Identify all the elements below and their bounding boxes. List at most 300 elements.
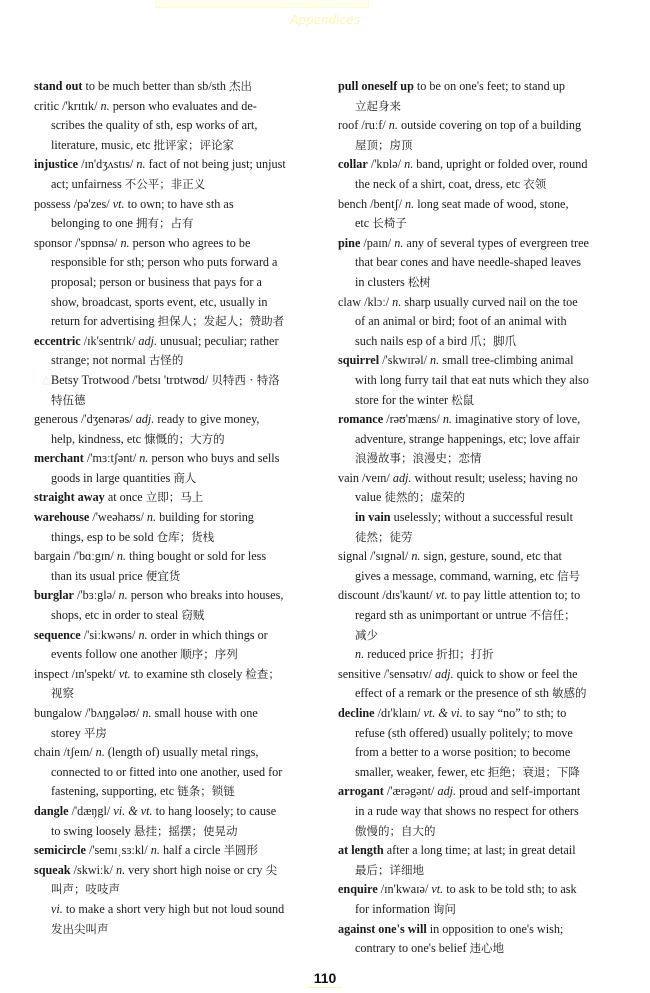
phonetic: /klɔː/ xyxy=(361,294,393,309)
definition: long seat made of wood, stone, xyxy=(414,196,569,211)
dictionary-entry xyxy=(338,351,638,410)
chinese-translation: 最后；详细地 xyxy=(355,862,424,877)
definition: in clusters xyxy=(355,274,408,289)
definition: (length of) usually metal rings, xyxy=(104,745,259,760)
chinese-translation: 松鼠 xyxy=(451,392,475,407)
definition: without result; useless; having no xyxy=(411,470,578,485)
headword: burglar xyxy=(34,588,74,603)
entry-line xyxy=(338,802,638,822)
headword: straight away xyxy=(34,490,105,505)
chinese-translation: 敏感的 xyxy=(552,686,587,701)
definition: storey xyxy=(51,725,84,740)
definition: return for advertising xyxy=(51,314,158,329)
part-of-speech: n. xyxy=(118,588,128,603)
entry-line xyxy=(338,567,638,587)
entry-line xyxy=(338,782,638,802)
dictionary-entry xyxy=(338,547,638,586)
entry-line xyxy=(34,351,334,371)
part-of-speech: n. xyxy=(146,510,157,525)
part-of-speech: adj. xyxy=(434,666,454,681)
dictionary-entry xyxy=(338,77,638,116)
headword: decline xyxy=(338,706,375,720)
entry-line xyxy=(338,822,638,842)
definition: quick to show or feel the xyxy=(453,666,578,681)
chinese-translation: 顺序；序列 xyxy=(180,647,238,662)
entry-line xyxy=(338,371,638,391)
part-of-speech: adj. xyxy=(138,333,158,348)
definition: person who agrees to be xyxy=(129,235,251,250)
headword: critic xyxy=(34,98,60,113)
definition: to be much better than sb/sth xyxy=(82,79,229,93)
entry-line xyxy=(34,488,334,508)
phonetic: /'skwɪrəl/ xyxy=(379,353,431,368)
dictionary-entry xyxy=(338,195,638,234)
phonetic: /'weəhaʊs/ xyxy=(89,510,147,525)
chinese-translation: 慷慨的；大方的 xyxy=(144,431,225,446)
entry-line xyxy=(34,371,334,391)
entry-line xyxy=(338,920,638,940)
entry-line xyxy=(338,391,638,411)
entry-line xyxy=(34,567,334,587)
part-of-speech: n. xyxy=(442,412,452,427)
page-number: 110 xyxy=(313,970,337,986)
definition: things, esp to be sold xyxy=(51,529,157,544)
dictionary-entry xyxy=(34,547,334,586)
phonetic: /'sɪgnəl/ xyxy=(367,549,412,564)
definition: strange; not normal xyxy=(51,353,149,368)
part-of-speech: n. xyxy=(120,235,130,250)
headword: romance xyxy=(338,412,384,427)
dictionary-entry xyxy=(338,704,638,782)
entry-line xyxy=(34,763,334,783)
entry-line xyxy=(34,293,334,313)
phonetic: /'spɒnsə/ xyxy=(71,235,121,250)
entry-line xyxy=(34,195,334,215)
entry-line xyxy=(338,684,638,704)
part-of-speech: n. xyxy=(116,549,126,564)
entry-line xyxy=(338,724,638,744)
dictionary-entry xyxy=(338,880,638,919)
chinese-translation: 拥有；占有 xyxy=(135,216,194,231)
headword: chain xyxy=(34,745,61,760)
entry-line xyxy=(338,606,638,626)
entry-line xyxy=(34,214,334,234)
definition: help, kindness, etc xyxy=(51,431,145,446)
definition: of an animal or bird; foot of an animal with xyxy=(355,314,567,329)
phonetic: /ruːf/ xyxy=(358,118,389,133)
headword: semicircle xyxy=(34,843,86,858)
dictionary-entry xyxy=(34,626,334,665)
definition: goods in large quantities xyxy=(51,470,174,485)
entry-line xyxy=(338,645,638,665)
chinese-translation: 商人 xyxy=(173,470,197,485)
definition: to say “no” to sth; to xyxy=(462,706,567,720)
dictionary-entry xyxy=(34,488,334,508)
chinese-translation: 链条；锁链 xyxy=(177,784,235,799)
definition: act; unfairness xyxy=(51,176,125,191)
dictionary-entry xyxy=(34,704,334,743)
entry-line xyxy=(34,802,334,822)
phonetic: /'krɪtɪk/ xyxy=(59,98,101,113)
chinese-translation: 询问 xyxy=(432,901,456,916)
part-of-speech: n. xyxy=(430,353,440,368)
header-decoration xyxy=(155,0,369,8)
right-column xyxy=(338,77,638,959)
chinese-translation: 拒绝；衰退；下降 xyxy=(487,764,580,779)
entry-line xyxy=(338,763,638,783)
dictionary-entry xyxy=(338,782,638,841)
chinese-translation: 长椅子 xyxy=(372,216,407,231)
headword: generous xyxy=(34,412,78,427)
definition: fastening, supporting, etc xyxy=(51,784,178,799)
chinese-translation: 尖 xyxy=(265,862,278,877)
definition: sign, gesture, sound, etc that xyxy=(420,549,562,564)
part-of-speech: n. xyxy=(405,196,415,211)
entry-line xyxy=(338,410,638,430)
entry-line xyxy=(338,253,638,273)
entry-line xyxy=(34,116,334,136)
chinese-translation: 平房 xyxy=(83,725,107,740)
headword: eccentric xyxy=(34,333,81,348)
definition: belonging to one xyxy=(51,216,136,231)
definition: to make a short very high but not loud sound xyxy=(62,901,285,916)
entry-line xyxy=(338,743,638,763)
entry-line xyxy=(34,273,334,293)
definition: ready to give money, xyxy=(154,412,260,427)
dictionary-entry xyxy=(34,586,334,625)
entry-line xyxy=(338,939,638,959)
section-title: Appendices xyxy=(290,13,360,27)
entry-line xyxy=(34,528,334,548)
entry-line xyxy=(338,312,638,332)
dictionary-entry xyxy=(34,332,334,410)
headword: sequence xyxy=(34,627,81,642)
dictionary-entry xyxy=(34,195,334,234)
definition: person who buys and sells xyxy=(148,451,280,466)
triangle-marker-icon: △ xyxy=(42,373,51,386)
headword: dangle xyxy=(34,803,69,818)
entry-line xyxy=(34,430,334,450)
definition: store for the winter xyxy=(355,392,452,407)
headword: inspect xyxy=(34,666,69,681)
chinese-translation: 松树 xyxy=(407,274,431,289)
entry-line xyxy=(34,880,334,900)
definition: at once xyxy=(104,490,146,505)
headword: stand out xyxy=(34,79,83,93)
phonetic: /'semɪˌsɜːkl/ xyxy=(85,843,151,858)
chinese-translation: 窃贼 xyxy=(181,608,205,623)
entry-line xyxy=(34,332,334,352)
part-of-speech: n. xyxy=(411,549,421,564)
headword: against one's will xyxy=(338,921,427,936)
headword: warehouse xyxy=(34,510,90,525)
dictionary-entry xyxy=(338,234,638,293)
entry-line xyxy=(338,861,638,881)
entry-line xyxy=(338,273,638,293)
entry-line xyxy=(34,253,334,273)
phonetic: /'dʒenərəs/ xyxy=(78,412,136,427)
part-of-speech: n. xyxy=(138,627,148,642)
entry-line xyxy=(34,410,334,430)
headword: sensitive xyxy=(338,666,381,681)
entry-line xyxy=(34,312,334,332)
chinese-translation: 古怪的 xyxy=(148,353,184,368)
part-of-speech: n. xyxy=(355,647,365,662)
chinese-translation: 信号 xyxy=(557,568,581,583)
part-of-speech: adj. xyxy=(135,412,155,427)
definition: proud and self-important xyxy=(456,784,581,799)
part-of-speech: n. xyxy=(150,843,160,858)
phonetic: /'kɒlə/ xyxy=(367,157,405,172)
definition: smaller, weaker, fewer, etc xyxy=(355,764,488,779)
entry-line xyxy=(34,645,334,665)
headword: discount xyxy=(338,588,380,603)
definition: the neck of a shirt, coat, dress, etc xyxy=(355,176,524,191)
definition: from a better to a worse position; to become xyxy=(355,745,571,760)
part-of-speech: n. xyxy=(404,157,414,172)
headword: merchant xyxy=(34,451,84,466)
entry-line xyxy=(34,743,334,763)
entry-line xyxy=(338,351,638,371)
definition: small tree-climbing animal xyxy=(439,353,574,368)
definition: uselessly; without a successful result xyxy=(390,510,574,525)
entry-line xyxy=(338,430,638,450)
phonetic: /bentʃ/ xyxy=(367,196,406,211)
phonetic: /'sensətɪv/ xyxy=(380,666,435,681)
definition: literature, music, etc xyxy=(51,137,154,152)
definition: than its usual price xyxy=(51,568,146,583)
entry-line xyxy=(34,626,334,646)
definition: to own; to have sth as xyxy=(124,196,234,211)
part-of-speech: n. xyxy=(392,294,402,309)
entry-line xyxy=(338,77,638,97)
definition: with long furry tail that eat nuts which they also xyxy=(355,372,589,387)
entry-line xyxy=(34,841,334,861)
part-of-speech: vt. xyxy=(435,588,448,603)
definition: after a long time; at last; in great detail xyxy=(383,843,576,858)
part-of-speech: n. xyxy=(394,235,404,250)
definition: show, broadcast, sports event, etc, usually in xyxy=(51,294,268,309)
dictionary-entry xyxy=(34,508,334,547)
entry-line xyxy=(338,528,638,548)
headword: claw xyxy=(338,294,362,309)
entry-line xyxy=(338,155,638,175)
entry-line xyxy=(34,97,334,117)
chinese-translation: 违心地 xyxy=(469,941,505,956)
entry-line xyxy=(34,586,334,606)
entry-line xyxy=(34,234,334,254)
dictionary-entry xyxy=(338,841,638,880)
entry-line xyxy=(34,606,334,626)
chinese-translation: 爪；脚爪 xyxy=(470,333,517,348)
phonetic: /'siːkwəns/ xyxy=(80,627,139,642)
entry-line xyxy=(34,822,334,842)
headword: sponsor xyxy=(34,235,72,250)
part-of-speech: n. xyxy=(388,118,398,133)
definition: band, upright or folded over, round xyxy=(413,157,588,172)
definition: gives a message, command, warning, etc xyxy=(355,568,558,583)
dictionary-entry xyxy=(338,155,638,194)
chinese-translation: 仓库；货栈 xyxy=(156,529,215,544)
entry-line xyxy=(34,77,334,97)
headword: collar xyxy=(338,157,368,172)
entry-line xyxy=(338,841,638,861)
entry-line xyxy=(338,880,638,900)
entry-line xyxy=(338,488,638,508)
definition: to hang loosely; to cause xyxy=(152,803,277,818)
part-of-speech: adj. xyxy=(437,784,457,799)
chinese-translation: 发出尖叫声 xyxy=(51,921,109,936)
part-of-speech: vt. xyxy=(112,196,125,211)
phonetic: /dɪ'klaɪn/ xyxy=(374,706,424,720)
phonetic: /pə'zes/ xyxy=(70,196,113,211)
dictionary-entry xyxy=(34,410,334,449)
part-of-speech: vi. xyxy=(51,901,63,916)
definition: that bear cones and have needle-shaped leaves xyxy=(355,255,582,270)
definition: etc xyxy=(355,216,373,231)
definition: order in which things or xyxy=(147,627,268,642)
part-of-speech: n. xyxy=(115,862,126,877)
headword: squeak xyxy=(34,862,71,877)
entry-line xyxy=(338,586,638,606)
headword: bungalow xyxy=(34,706,83,720)
entry-line xyxy=(34,782,334,802)
phonetic: /tʃeɪn/ xyxy=(60,745,96,760)
headword: signal xyxy=(338,549,368,564)
headword: enquire xyxy=(338,882,378,897)
dictionary-entry xyxy=(34,97,334,156)
entry-line xyxy=(34,469,334,489)
phonetic: /paɪn/ xyxy=(360,235,395,250)
phonetic: /dɪs'kaunt/ xyxy=(379,588,436,603)
headword: at length xyxy=(338,843,384,858)
entry-line xyxy=(338,469,638,489)
entry-line xyxy=(34,508,334,528)
phonetic: /veɪn/ xyxy=(358,470,393,485)
entry-line xyxy=(338,116,638,136)
definition: to be on one's feet; to stand up xyxy=(413,79,565,93)
definition: value xyxy=(355,490,385,505)
entry-line xyxy=(34,155,334,175)
entry-line xyxy=(338,508,638,528)
entry-line xyxy=(34,391,334,411)
entry-line xyxy=(338,449,638,469)
page-number-underline xyxy=(308,987,342,988)
chinese-translation: 徒然的；虚荣的 xyxy=(384,490,465,505)
dictionary-entry xyxy=(34,841,334,861)
entry-line xyxy=(34,684,334,704)
phonetic: /ɪn'kwaɪə/ xyxy=(377,882,432,897)
phonetic: /'mɜːtʃənt/ xyxy=(83,451,140,466)
entry-line xyxy=(338,704,638,724)
definition: to examine sth closely xyxy=(130,666,246,681)
dictionary-entry xyxy=(34,449,334,488)
definition: person who evaluates and de- xyxy=(109,98,257,113)
entry-line xyxy=(338,547,638,567)
definition: half a circle xyxy=(159,843,224,858)
definition: such nails esp of a bird xyxy=(355,333,471,348)
phonetic: /'bʌŋgələʊ/ xyxy=(82,706,143,720)
chinese-translation: 杰出 xyxy=(229,79,252,93)
definition: effect of a remark or the presence of sth xyxy=(355,686,553,701)
definition: proposal; person or business that pays for a xyxy=(51,274,262,289)
entry-line xyxy=(338,900,638,920)
entry-line xyxy=(34,665,334,685)
phonetic: /ɪk'sentrɪk/ xyxy=(80,333,139,348)
entry-line xyxy=(34,861,334,881)
definition: in opposition to one's wish; xyxy=(426,921,564,936)
headword: pine xyxy=(338,235,361,250)
chinese-translation: 不公平；非正义 xyxy=(124,176,206,191)
chinese-translation: 贝特西 · 特洛 xyxy=(211,372,280,387)
dictionary-entry xyxy=(34,861,334,939)
chinese-translation: 批评家；评论家 xyxy=(153,137,235,152)
definition: thing bought or sold for less xyxy=(125,549,267,564)
headword: bench xyxy=(338,196,368,211)
definition: any of several types of evergreen tree xyxy=(403,235,589,250)
dictionary-entry xyxy=(338,469,638,547)
headword: squirrel xyxy=(338,353,380,368)
definition: to swing loosely xyxy=(51,823,134,838)
definition: imaginative story of love, xyxy=(451,412,581,427)
dictionary-entry xyxy=(34,802,334,841)
entry-line xyxy=(34,920,334,940)
headword: arrogant xyxy=(338,784,384,799)
definition: person who breaks into houses, xyxy=(127,588,284,603)
chinese-translation: 傲慢的；自大的 xyxy=(355,823,436,838)
definition: Betsy Trotwood /'betsɪ 'trɒtwʊd/ xyxy=(51,372,212,387)
part-of-speech: vt. & vi. xyxy=(423,706,463,720)
chinese-translation: 半圆形 xyxy=(223,843,259,858)
part-of-speech: n. xyxy=(100,98,110,113)
phonetic: /'ærəgənt/ xyxy=(383,784,438,799)
part-of-speech: n. xyxy=(139,451,149,466)
chinese-translation: 担保人；发起人；赞助者 xyxy=(157,314,285,329)
chinese-translation: 减少 xyxy=(355,627,378,642)
definition: adventure, strange happenings, etc; love affair xyxy=(355,431,580,446)
dictionary-entry xyxy=(34,77,334,97)
dictionary-entry xyxy=(338,920,638,959)
definition: for information xyxy=(355,901,433,916)
phonetic: /ɪn'dʒʌstɪs/ xyxy=(78,157,137,172)
chinese-translation: 屋顶；房顶 xyxy=(355,137,413,152)
phonetic: /'dæŋgl/ xyxy=(68,803,114,818)
headword: bargain xyxy=(34,549,71,564)
dictionary-entry xyxy=(34,743,334,802)
dictionary-entry xyxy=(338,293,638,352)
entry-line xyxy=(338,214,638,234)
entry-line xyxy=(34,547,334,567)
phonetic: /'bɑːgɪn/ xyxy=(70,549,117,564)
entry-line xyxy=(34,449,334,469)
headword: in vain xyxy=(355,510,391,525)
dictionary-entry xyxy=(338,410,638,469)
dictionary-entry xyxy=(338,665,638,704)
entry-line xyxy=(338,195,638,215)
headword: pull oneself up xyxy=(338,79,414,93)
part-of-speech: vt. xyxy=(118,666,131,681)
phonetic: /'bɜːglə/ xyxy=(73,588,119,603)
entry-line xyxy=(338,234,638,254)
entry-line xyxy=(338,97,638,117)
phonetic: /ɪn'spekt/ xyxy=(68,666,119,681)
headword: vain xyxy=(338,470,359,485)
entry-line xyxy=(34,136,334,156)
entry-line xyxy=(34,724,334,744)
chinese-translation: 不信任； xyxy=(529,608,576,623)
chinese-translation: 立起身来 xyxy=(355,98,401,113)
definition: in a rude way that shows no respect for others xyxy=(355,803,579,818)
